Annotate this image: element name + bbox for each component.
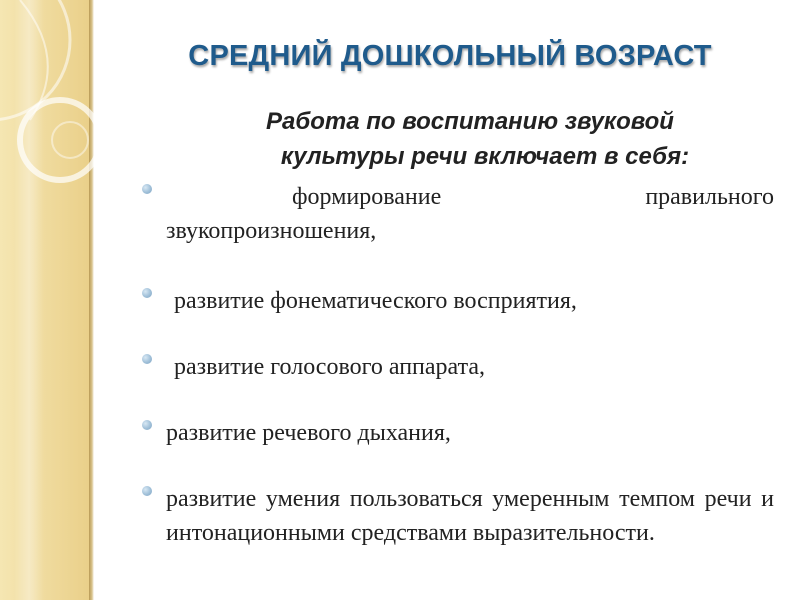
slide-title: СРЕДНИЙ ДОШКОЛЬНЫЙ ВОЗРАСТ [188, 40, 712, 72]
bullet-icon [142, 486, 152, 496]
bullet-line [166, 180, 774, 214]
bullet-icon [142, 288, 152, 298]
bullet-icon [142, 354, 152, 364]
bullet-item [140, 350, 774, 384]
bullet-item [140, 180, 774, 248]
subtitle-line-2: культуры речи включает в себя: [280, 143, 690, 170]
bullet-text: развитие голосового аппарата, [174, 354, 486, 380]
bullet-item [140, 482, 774, 550]
decorative-circles [0, 0, 120, 600]
bullet-line: звукопроизношения, [166, 218, 377, 244]
bullet-text: развитие речевого дыхания, [166, 420, 451, 446]
bullet-icon [142, 420, 152, 430]
subtitle-line-1: Работа по воспитанию звуковой [266, 108, 674, 135]
bullet-icon [142, 184, 152, 194]
bullet-word: формирование [292, 184, 442, 210]
bullet-item [140, 284, 774, 318]
bullet-text: развитие фонематического восприятия, [174, 288, 577, 314]
decorative-circle-small [52, 122, 88, 158]
bullet-word: правильного [645, 184, 774, 210]
bullet-item [140, 416, 774, 450]
slide-subtitle [170, 104, 770, 174]
bullet-text: развитие умения пользоваться умеренным темпом речи и интонационными средствами выразительности. [166, 486, 774, 546]
